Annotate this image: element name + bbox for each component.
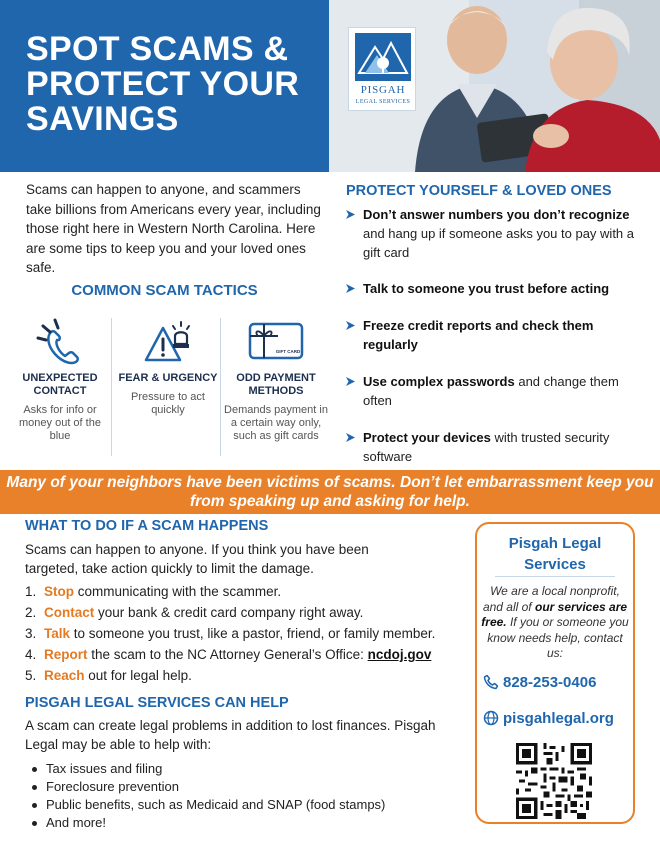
step-keyword: Reach xyxy=(44,668,85,683)
tactic-title: ODD PAYMENT METHODS xyxy=(236,372,316,397)
tip-text: and change them often xyxy=(363,374,619,408)
list-item: Tax issues and filing xyxy=(32,760,385,778)
steps-list xyxy=(25,582,475,687)
help-intro: A scam can create legal problems in addition to lost finances. Pisgah Legal may be able to help with: xyxy=(25,718,436,752)
header-title-panel xyxy=(0,0,329,172)
phone-icon xyxy=(483,674,499,690)
card-text-a: We are a local nonprofit, and all of xyxy=(482,584,620,614)
what-to-do-intro: Scams can happen to anyone. If you think you have been targeted, take action quickly to limit the damage. xyxy=(25,542,369,576)
tactic-description: Pressure to act quickly xyxy=(131,391,205,416)
tip-bold: Don’t answer numbers you don’t recognize xyxy=(363,207,630,222)
tactic-description: Asks for info or money out of the blue xyxy=(19,404,101,442)
list-item xyxy=(345,428,645,466)
callout-banner: Many of your neighbors have been victims of scams. Don’t let embarrassment keep you from speaking up and asking for help. xyxy=(0,470,660,514)
step-text: out for legal help. xyxy=(84,668,192,683)
tip-bold: Use complex passwords xyxy=(363,374,515,389)
tactic-unexpected-contact xyxy=(8,316,112,443)
list-item xyxy=(345,279,645,298)
protect-heading: PROTECT YOURSELF & LOVED ONES xyxy=(346,183,612,199)
tactics-heading: COMMON SCAM TACTICS xyxy=(71,282,258,299)
contact-card xyxy=(475,522,635,824)
tactic-fear-urgency xyxy=(116,316,220,417)
warning-alarm-icon xyxy=(143,316,193,366)
logo-emblem xyxy=(355,33,411,81)
header-photo xyxy=(329,0,660,172)
globe-icon xyxy=(483,710,499,726)
tip-bold: Freeze credit reports and check them regularly xyxy=(363,318,594,352)
chevron-right-icon xyxy=(345,283,356,294)
chevron-right-icon xyxy=(345,320,356,331)
logo-subtitle: LEGAL SERVICES xyxy=(355,99,411,105)
step-text: your bank & credit card company right away. xyxy=(94,605,364,620)
list-item xyxy=(345,205,645,262)
tactic-odd-payment xyxy=(224,316,328,443)
tip-bold: Protect your devices xyxy=(363,430,491,445)
step-keyword: Contact xyxy=(44,605,95,620)
page-title: SPOT SCAMS & PROTECT YOUR SAVINGS xyxy=(26,30,300,138)
list-item xyxy=(345,316,645,354)
what-to-do-heading: WHAT TO DO IF A SCAM HAPPENS xyxy=(25,518,269,534)
tactic-title: UNEXPECTED CONTACT xyxy=(22,372,98,397)
card-text-bold: our services are free. xyxy=(481,599,628,629)
step-number: 1. xyxy=(25,584,37,599)
phone-number: 828-253-0406 xyxy=(503,674,597,691)
list-item: And more! xyxy=(32,814,385,832)
tip-bold: Talk to someone you trust before acting xyxy=(363,281,610,296)
card-divider xyxy=(495,576,615,577)
chevron-right-icon xyxy=(345,432,356,443)
step-keyword: Stop xyxy=(44,584,74,599)
header xyxy=(0,0,660,172)
qr-code-icon xyxy=(516,743,592,819)
list-item xyxy=(25,603,475,624)
qr-code[interactable] xyxy=(516,743,592,819)
step-keyword: Talk xyxy=(44,626,71,641)
card-title: Pisgah Legal Services xyxy=(508,535,602,573)
phone-link[interactable] xyxy=(483,674,633,691)
list-item: Public benefits, such as Medicaid and SNAP (food stamps) xyxy=(32,796,385,814)
list-item xyxy=(25,624,475,645)
tip-text: with trusted security software xyxy=(363,430,610,464)
step-number: 3. xyxy=(25,626,37,641)
website-url: pisgahlegal.org xyxy=(503,710,614,727)
help-heading: PISGAH LEGAL SERVICES CAN HELP xyxy=(25,695,289,711)
divider xyxy=(111,318,112,456)
list-item xyxy=(25,645,475,666)
card-text-b: If you or someone you know needs help, contact us: xyxy=(487,615,629,660)
tactic-description: Demands payment in a certain way only, such as gift cards xyxy=(224,404,328,442)
intro-paragraph: Scams can happen to anyone, and scammers take billions from Americans every year, including those right here in Western North Carolina. Here are some tips to keep you and your loved ones safe. xyxy=(26,182,321,275)
card-text xyxy=(481,584,629,662)
mountain-tree-icon xyxy=(355,33,411,81)
step-number: 5. xyxy=(25,668,37,683)
list-item xyxy=(345,372,645,410)
step-number: 4. xyxy=(25,647,37,662)
gift-card-icon xyxy=(248,316,304,366)
list-item xyxy=(25,666,475,687)
chevron-right-icon xyxy=(345,376,356,387)
website-link[interactable] xyxy=(483,710,633,727)
list-item: Foreclosure prevention xyxy=(32,778,385,796)
pisgah-logo xyxy=(348,27,416,111)
ncdoj-link[interactable]: ncdoj.gov xyxy=(367,647,432,662)
logo-name: PISGAH xyxy=(360,84,406,96)
divider xyxy=(220,318,221,456)
chevron-right-icon xyxy=(345,209,356,220)
tactic-title: FEAR & URGENCY xyxy=(118,372,218,384)
tip-text: and hang up if someone asks you to pay with a gift card xyxy=(363,226,635,260)
help-bullets xyxy=(32,760,385,832)
step-number: 2. xyxy=(25,605,37,620)
gift-card-label: GIFT CARD xyxy=(275,349,301,354)
phone-ringing-icon xyxy=(35,316,85,366)
step-keyword: Report xyxy=(44,647,88,662)
list-item xyxy=(25,582,475,603)
step-text: the scam to the NC Attorney General’s Office: xyxy=(87,647,368,662)
step-text: communicating with the scammer. xyxy=(74,584,282,599)
step-text: to someone you trust, like a pastor, friend, or family member. xyxy=(70,626,436,641)
